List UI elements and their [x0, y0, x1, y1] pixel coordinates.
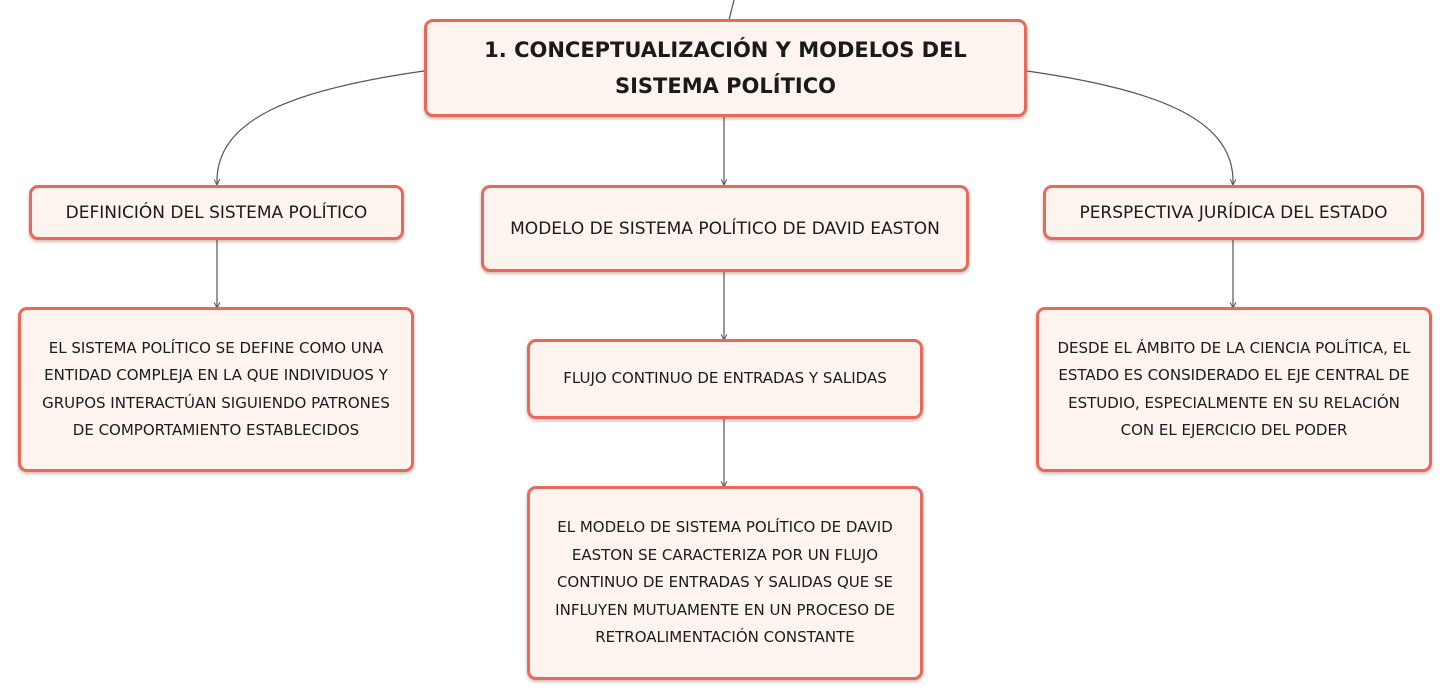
root-node[interactable] [424, 19, 1027, 117]
connector-root-to-perspectiva [1027, 71, 1233, 184]
topic-label: MODELO DE SISTEMA POLÍTICO DE DAVID EASTON [510, 218, 940, 239]
detail-node-definicion[interactable] [18, 307, 414, 472]
topic-label: DEFINICIÓN DEL SISTEMA POLÍTICO [65, 202, 368, 223]
detail-text: EL SISTEMA POLÍTICO SE DEFINE COMO UNA ENTIDAD COMPLEJA EN LA QUE INDIVIDUOS Y GRUPOS INTERACTÚAN SIGUIENDO PATRONES DE COMPORTAMIENTO ESTABLECIDOS [42, 338, 390, 439]
topic-label: PERSPECTIVA JURÍDICA DEL ESTADO [1079, 202, 1388, 223]
root-title: 1. CONCEPTUALIZACIÓN Y MODELOS DEL SISTEMA POLÍTICO [484, 38, 967, 98]
subtopic-node-flujo[interactable] [527, 339, 923, 419]
incoming-connector [729, 0, 734, 20]
detail-text: DESDE EL ÁMBITO DE LA CIENCIA POLÍTICA, EL ESTADO ES CONSIDERADO EL EJE CENTRAL DE ESTUDIO, ESPECIALMENTE EN SU RELACIÓN CON EL EJERCICIO DEL PODER [1057, 338, 1411, 439]
topic-node-definicion[interactable] [29, 185, 404, 240]
connector-root-to-definicion [217, 71, 424, 184]
topic-node-perspectiva[interactable] [1043, 185, 1424, 240]
detail-text: EL MODELO DE SISTEMA POLÍTICO DE DAVID EASTON SE CARACTERIZA POR UN FLUJO CONTINUO DE ENTRADAS Y SALIDAS QUE SE INFLUYEN MUTUAMENTE EN UN PROCESO DE RETROALIMENTACIÓN CONSTANTE [555, 518, 895, 647]
subtopic-label: FLUJO CONTINUO DE ENTRADAS Y SALIDAS [563, 369, 887, 388]
detail-node-easton[interactable] [527, 486, 923, 680]
topic-node-easton[interactable] [481, 185, 969, 272]
detail-node-perspectiva[interactable] [1036, 307, 1432, 472]
